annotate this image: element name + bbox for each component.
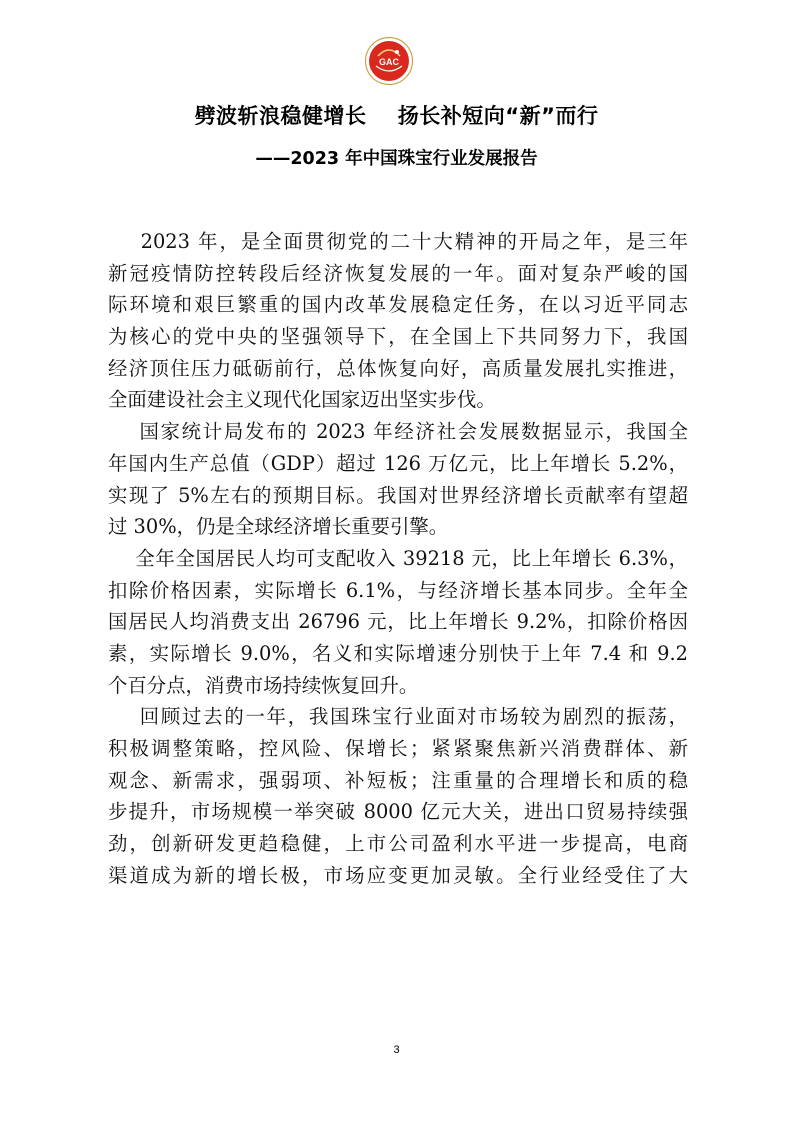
document-title: 劈波斩浪稳健增长 扬长补短向“新”而行 — [194, 104, 599, 128]
body-line: 个百分点，消费市场持续恢复回升。 — [108, 673, 419, 697]
body-line: 扣除价格因素，实际增长 6.1%，与经济增长基本同步。全年全 — [108, 578, 688, 602]
body-line: 国居民人均消费支出 26796 元，比上年增长 9.2%，扣除价格因 — [108, 610, 688, 634]
body-line: 新冠疫情防控转段后经济恢复发展的一年。面对复杂严峻的国 — [108, 261, 688, 285]
body-line: 过 30%，仍是全球经济增长重要引擎。 — [108, 515, 449, 539]
body-line: 观念、新需求，强弱项、补短板；注重量的合理增长和质的稳 — [108, 768, 688, 792]
body-line: 全年全国居民人均可支配收入 39218 元，比上年增长 6.3%， — [108, 546, 688, 570]
body-line: 实现了 5%左右的预期目标。我国对世界经济增长贡献率有望超 — [108, 483, 688, 507]
body-line: 回顾过去的一年，我国珠宝行业面对市场较为剧烈的振荡， — [108, 705, 688, 729]
body-line: 为核心的党中央的坚强领导下，在全国上下共同努力下，我国 — [108, 325, 688, 349]
body-line: 际环境和艰巨繁重的国内改革发展稳定任务，在以习近平同志 — [108, 293, 688, 317]
body-line: 经济顶住压力砥砺前行，总体恢复向好，高质量发展扎实推进， — [108, 356, 688, 380]
body-line: 步提升，市场规模一举突破 8000 亿元大关，进出口贸易持续强 — [108, 800, 688, 824]
body-line: 年国内生产总值（GDP）超过 126 万亿元，比上年增长 5.2%， — [108, 451, 688, 475]
page-number: 3 — [393, 1044, 400, 1056]
body-line: 国家统计局发布的 2023 年经济社会发展数据显示，我国全 — [108, 420, 688, 444]
body-line: 渠道成为新的增长极，市场应变更加灵敏。全行业经受住了大 — [108, 863, 688, 887]
body-line: 全面建设社会主义现代化国家迈出坚实步伐。 — [108, 388, 496, 412]
body-line: 劲，创新研发更趋稳健，上市公司盈利水平进一步提高，电商 — [108, 832, 688, 856]
document-subtitle: ——2023 年中国珠宝行业发展报告 — [255, 149, 538, 169]
body-line: 2023 年，是全面贯彻党的二十大精神的开局之年，是三年 — [108, 230, 688, 253]
body-line: 素，实际增长 9.0%，名义和实际增速分别快于上年 7.4 和 9.2 — [108, 641, 688, 665]
gac-logo-icon — [364, 36, 414, 86]
svg-text:GAC: GAC — [379, 57, 399, 67]
body-text — [108, 226, 688, 891]
body-line: 积极调整策略，控风险、保增长；紧紧聚焦新兴消费群体、新 — [108, 737, 688, 760]
